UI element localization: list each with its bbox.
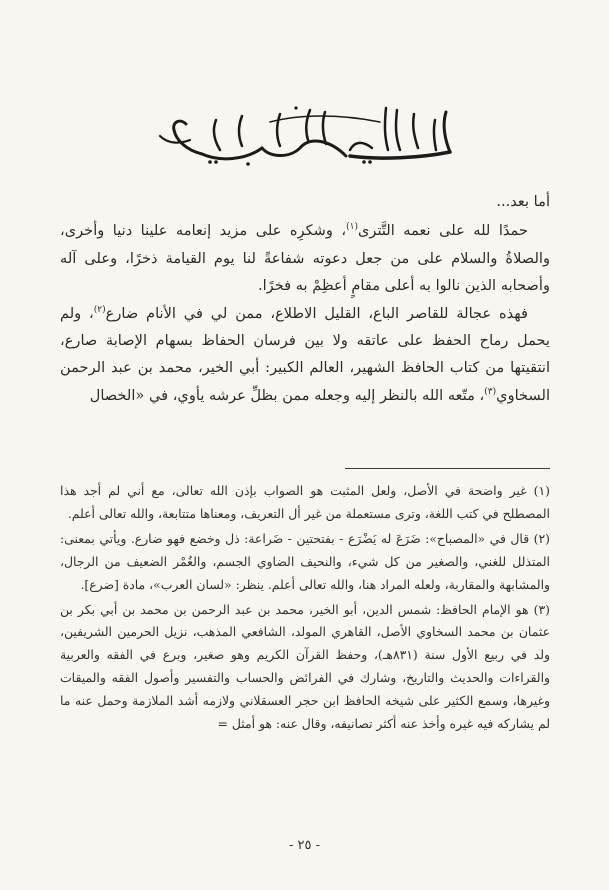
opening-line: أما بعد...	[496, 193, 550, 210]
footnote-ref-3[interactable]: (٣)	[484, 386, 497, 397]
footnote-text: هو الإمام الحافظ: شمس الدين، أبو الخير، محمد بن عبد الرحمن بن محمد بن أبي بكر بن عثمان بن محمد السخاوي الأصل، القاهري المولد، الشافعي المذهب، نزيل الحرمين الشريفين، ولد في ربيع الأول سنة (٨٣١هـ)، وحفظ القرآن الكريم وهو صغير، وبرع في الفقه والعربية والقراءات والحديث والتاريخ، وشارك في الفرائض والحساب والتفسير وأصول الفقه والميقات وغيرها، وسمع الكثير على شيخه الحافظ ابن حجر العسقلاني ولازمه أشد الملازمة وحمل عنه ما لم يشاركه فيه غيره وأخذ عنه أكثر تصانيفه، وقال عنه: هو أمثل =	[60, 601, 550, 732]
footnote-2	[60, 528, 550, 597]
paragraph-2-start: فهذه عجالة للقاصر الباع، القليل الاطلاع، ممن لي في الأنام ضارع	[105, 304, 528, 322]
footnotes	[60, 480, 550, 738]
footnote-1	[60, 480, 550, 526]
paragraph-2-middle: ، ولم يحمل رماح الحفظ على عاتقه ولا بين فرسان الحفاظ بسهام الإصابة صارع، انتقيتها من كتاب الحافظ الشهير، العالم الكبير: أبي الخير، محمد بن عبد الرحمن السخاوي	[60, 304, 550, 404]
footnote-text: قال في «المصباح»: ضَرَعَ له يَضْرَع - بفتحتين - ضَراعة: ذل وخضع فهو ضارع. ويأتي بمعنى: المتذلل للغني، والصغير من كل شيء، والنحيف الضاوي الجسم، والغُمْر الضعيف من الرجال، والمشابهة والمقاربة، ولعله المراد هنا، والله تعالى أعلم. ينظر: «لسان العرب»، مادة [ضرع].	[60, 530, 550, 592]
footnote-number: (٣)	[533, 601, 550, 617]
footnote-number: (٢)	[533, 530, 550, 546]
paragraph-1	[60, 217, 550, 299]
paragraph-2-end: ، متّعه الله بالنظر إليه وجعله ممن بظلِّ عرشه يأوي، في «الخصال	[89, 386, 485, 404]
footnote-3	[60, 599, 550, 736]
basmala-calligraphy	[150, 100, 460, 170]
paragraph-1-start: حمدًا لله على نعمه التَّترى	[357, 222, 528, 240]
paragraph-2	[60, 300, 550, 410]
footnote-ref-1[interactable]: (١)	[346, 222, 358, 233]
footnote-text: غير واضحة في الأصل، ولعل المثبت هو الصواب بإذن الله تعالى، مع أني لم أجد هذا المصطلح في كتب اللغة، وترى مستعملة من غير أل التعريف، ومعناها متتابعة، والله تعالى أعلم.	[60, 483, 550, 521]
footnote-number: (١)	[533, 483, 550, 498]
main-text	[60, 188, 550, 409]
page-number: - ٢٥ -	[288, 838, 321, 853]
footnote-ref-2[interactable]: (٢)	[93, 304, 106, 315]
footnote-separator	[345, 468, 550, 469]
paragraph-1-rest: ، وشكرِه على مزيد إنعامه علينا دنيا وأخرى، والصلاةُ والسلام على من جعل دعوته شفاعةً لنا يوم القيامة ذخرًا، وعلى آله وأصحابه الذين نالوا به أعلى مقامٍ أعظِمْ به فخرًا.	[60, 222, 550, 295]
